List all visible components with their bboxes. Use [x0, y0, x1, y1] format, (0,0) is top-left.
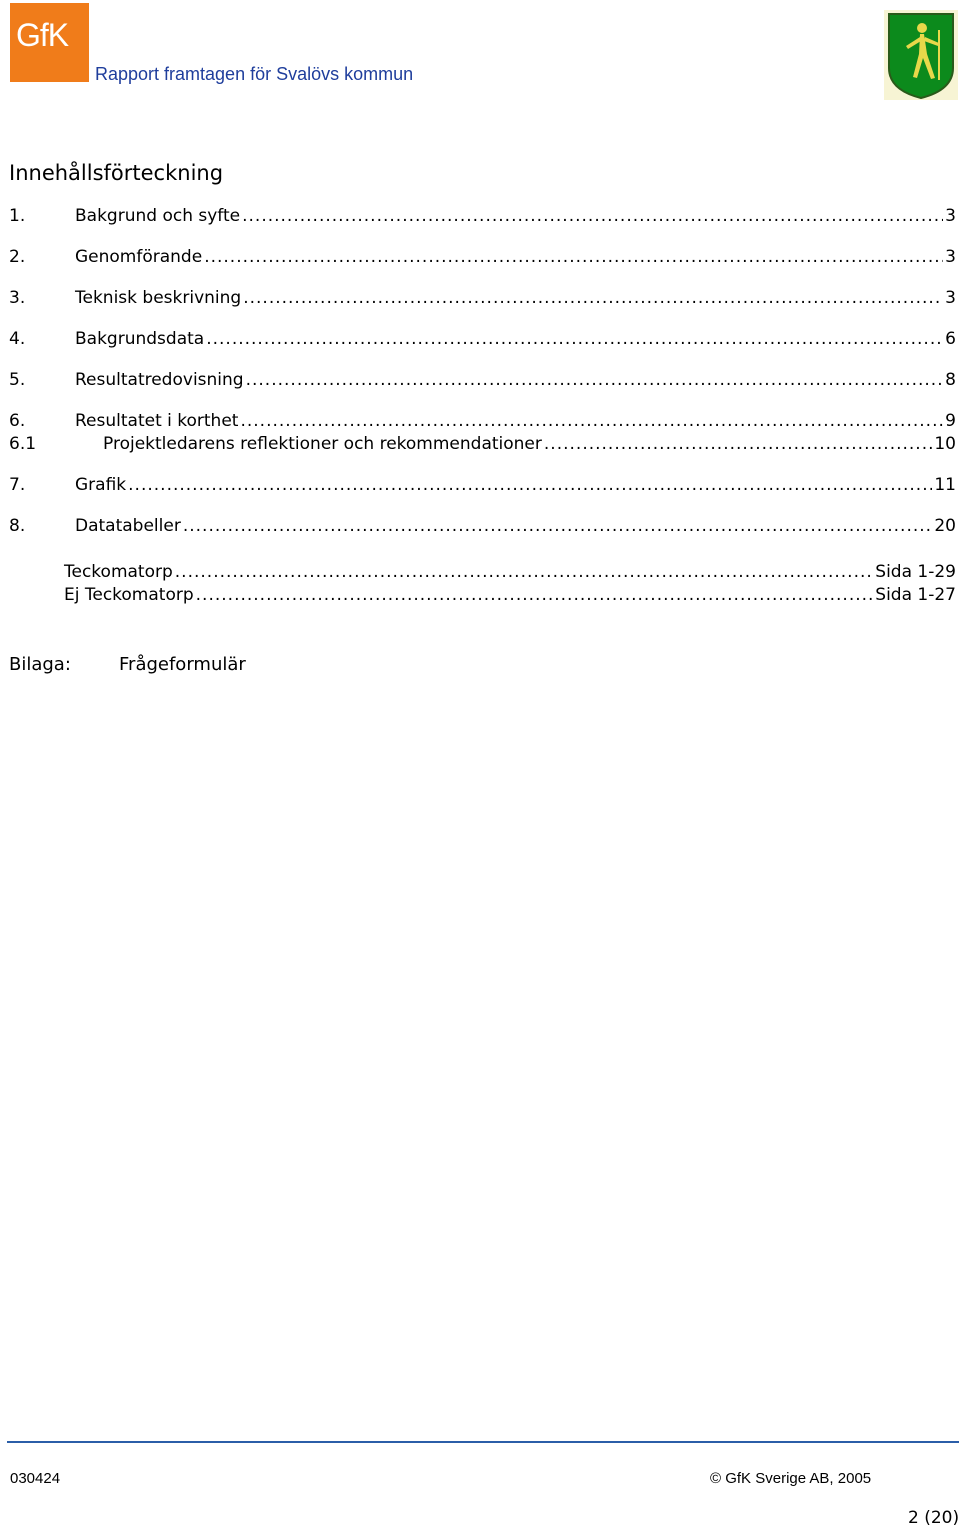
toc-attachment-entry[interactable] [64, 585, 956, 607]
dot-leader [243, 288, 943, 308]
toc-entry-label: Projektledarens reflektioner och rekommendationer [103, 434, 542, 454]
footer-copyright: © GfK Sverige AB, 2005 [710, 1470, 872, 1487]
toc-entry-label: Grafik [75, 475, 127, 495]
toc-entry-label: Bakgrundsdata [75, 329, 205, 349]
toc-entry-number: 5. [9, 370, 26, 390]
toc-entry-label: Datatabeller [75, 516, 181, 536]
toc-entry-number: 6. [9, 411, 26, 431]
dot-leader [544, 434, 932, 454]
toc-entry[interactable] [9, 370, 956, 392]
dot-leader [128, 475, 932, 495]
toc-entry-number: 7. [9, 475, 26, 495]
toc-entry-label: Teknisk beskrivning [75, 288, 242, 308]
toc-entry-number: 2. [9, 247, 26, 267]
toc-attachment-page: Sida 1-27 [875, 585, 956, 605]
page-number: 2 (20) [908, 1508, 960, 1528]
toc-entry-number: 8. [9, 516, 26, 536]
toc-attachment-entry[interactable] [64, 562, 956, 584]
toc-attachment-label: Teckomatorp [64, 562, 173, 582]
dot-leader [240, 411, 943, 431]
header-subtitle: Rapport framtagen för Svalövs kommun [95, 64, 414, 84]
toc-entry[interactable] [9, 206, 956, 228]
footer-date: 030424 [10, 1470, 61, 1487]
toc-entry[interactable] [9, 329, 956, 351]
toc-entry-number: 6.1 [9, 434, 37, 454]
toc-entry-number: 4. [9, 329, 26, 349]
toc-entry[interactable] [9, 434, 956, 456]
toc-entry-page: 10 [934, 434, 956, 454]
toc-entry-page: 6 [945, 329, 956, 349]
dot-leader [183, 516, 933, 536]
dot-leader [196, 585, 874, 605]
municipal-crest-icon [884, 10, 958, 100]
bilaga-value: Frågeformulär [119, 654, 246, 675]
dot-leader [175, 562, 874, 582]
toc-entry[interactable] [9, 288, 956, 310]
toc-entry-label: Bakgrund och syfte [75, 206, 241, 226]
gfk-logo [10, 3, 89, 82]
toc-entry-page: 11 [934, 475, 956, 495]
toc-entry[interactable] [9, 516, 956, 538]
toc-entry-label: Genomförande [75, 247, 203, 267]
toc-entry-page: 20 [934, 516, 956, 536]
toc-entry-page: 3 [945, 206, 956, 226]
toc-title: Innehållsförteckning [9, 161, 224, 185]
dot-leader [246, 370, 944, 390]
footer-divider [7, 1441, 959, 1443]
toc-entry-label: Resultatet i korthet [75, 411, 239, 431]
toc-entry-page: 3 [945, 247, 956, 267]
toc-entry-number: 1. [9, 206, 26, 226]
toc-entry-number: 3. [9, 288, 26, 308]
toc-entry-label: Resultatredovisning [75, 370, 244, 390]
toc-entry-page: 9 [945, 411, 956, 431]
toc-entry[interactable] [9, 247, 956, 269]
dot-leader [206, 329, 943, 349]
dot-leader [242, 206, 943, 226]
toc-entry-page: 3 [945, 288, 956, 308]
toc-attachment-label: Ej Teckomatorp [64, 585, 194, 605]
toc-attachment-page: Sida 1-29 [875, 562, 956, 582]
toc-entry[interactable] [9, 475, 956, 497]
dot-leader [204, 247, 943, 267]
toc-entry[interactable] [9, 411, 956, 433]
toc-entry-page: 8 [945, 370, 956, 390]
gfk-logo-text: GfK [16, 17, 69, 53]
bilaga-label: Bilaga: [9, 654, 71, 675]
